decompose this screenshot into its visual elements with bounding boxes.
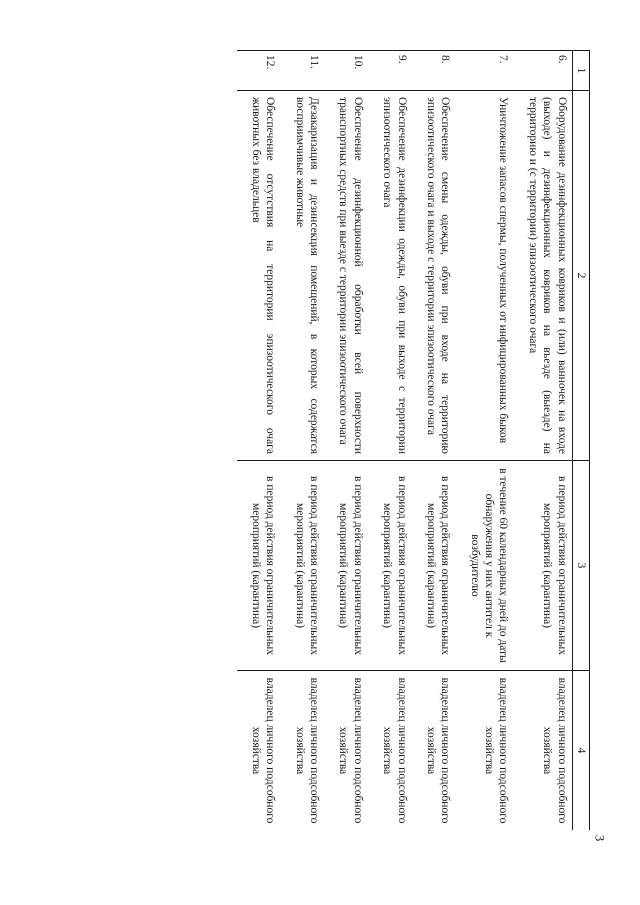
row-responsible: владелец личного подсобного хозяйства [237, 671, 281, 831]
table-row [324, 51, 368, 831]
row-measure: Обеспечение дезинфекции одежды, обуви при выходе с территории эпизоотического очага [368, 91, 412, 461]
table-row [514, 51, 573, 831]
row-responsible: владелец личного подсобного хозяйства [455, 671, 513, 831]
row-number: 9. [368, 51, 412, 91]
row-responsible: владелец личного подсобного хозяйства [280, 671, 324, 831]
row-responsible: владелец личного подсобного хозяйства [368, 671, 412, 831]
row-measure: Обеспечение смены одежды, обуви при входе на территорию эпизоотического очага и выходе с территории эпизоотического очага [412, 91, 456, 461]
table-row [412, 51, 456, 831]
row-measure: Дезакаризация и дезинсекция помещений, в которых содержатся восприимчивые животные [280, 91, 324, 461]
row-number: 12. [237, 51, 281, 91]
table-row [280, 51, 324, 831]
row-term: в период действия ограничительных мероприятий (карантина) [368, 461, 412, 671]
rotated-table-container [50, 50, 590, 830]
header-col-3: 3 [572, 461, 589, 671]
table-row [237, 51, 281, 831]
row-term: в течение 60 календарных дней до даты обнаружения у них антител к возбудителю [455, 461, 513, 671]
document-sheet [50, 50, 590, 830]
row-number: 6. [514, 51, 573, 91]
row-term: в период действия ограничительных мероприятий (карантина) [237, 461, 281, 671]
row-measure: Обеспечение отсутствия на территории эпизоотического очага животных без владельцев [237, 91, 281, 461]
row-term: в период действия ограничительных мероприятий (карантина) [280, 461, 324, 671]
row-responsible: владелец личного подсобного хозяйства [412, 671, 456, 831]
table-row [455, 51, 513, 831]
header-col-1: 1 [572, 51, 589, 91]
row-measure: Уничтожение запасов спермы, полученных от инфицированных быков [455, 91, 513, 461]
table-row [368, 51, 412, 831]
header-col-4: 4 [572, 671, 589, 831]
row-measure: Обеспечение дезинфекционной обработки всей поверхности транспортных средств при выезде с территории эпизоотического очага [324, 91, 368, 461]
row-number: 8. [412, 51, 456, 91]
row-responsible: владелец личного подсобного хозяйства [514, 671, 573, 831]
row-measure: Оборудование дезинфекционных ковриков и (или) ванночек на входе (выходе) и дезинфекционных ковриков на въезде (выезде) на территорию и (с территории) эпизоотического очага [514, 91, 573, 461]
row-term: в период действия ограничительных мероприятий (карантина) [412, 461, 456, 671]
row-responsible: владелец личного подсобного хозяйства [324, 671, 368, 831]
table-header-row [572, 51, 589, 831]
row-number: 11. [280, 51, 324, 91]
row-number: 7. [455, 51, 513, 91]
row-number: 10. [324, 51, 368, 91]
measures-table [237, 50, 590, 830]
row-term: в период действия ограничительных мероприятий (карантина) [324, 461, 368, 671]
header-col-2: 2 [572, 91, 589, 461]
row-term: в период действия ограничительных мероприятий (карантина) [514, 461, 573, 671]
page-number: 3 [591, 834, 607, 842]
